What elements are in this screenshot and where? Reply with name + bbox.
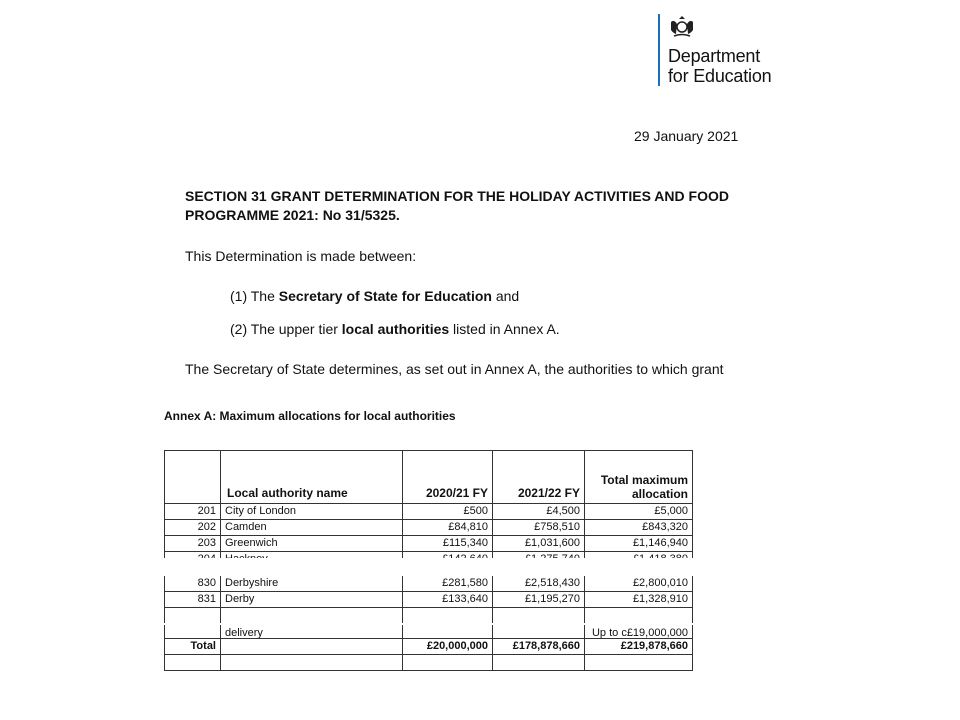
allocations-table-bottom (164, 625, 693, 671)
cell-code (165, 625, 221, 639)
total-fy2020: £20,000,000 (403, 639, 493, 655)
logo-line-1: Department (668, 46, 761, 66)
cell-fy2020 (403, 625, 493, 639)
table-row-cutoff (165, 625, 693, 639)
cell-fy2020: £281,580 (403, 576, 493, 592)
party-1 (230, 288, 519, 304)
party-1-prefix: (1) The (230, 288, 279, 304)
party-2-suffix: listed in Annex A. (449, 321, 560, 337)
party-2-prefix: (2) The upper tier (230, 321, 342, 337)
cell-fy2020: £115,340 (403, 536, 493, 552)
cell-fy2020: £84,810 (403, 520, 493, 536)
cell-total: £5,000 (585, 504, 693, 520)
cell-fy2021: £758,510 (493, 520, 585, 536)
table-row (165, 592, 693, 608)
crop-mask (160, 558, 720, 574)
total-label: Total (165, 639, 221, 655)
cell-total: £843,320 (585, 520, 693, 536)
cell-name: delivery (221, 625, 403, 639)
cell-name: Camden (221, 520, 403, 536)
table-total-row (165, 639, 693, 655)
cell-fy2020: £133,640 (403, 592, 493, 608)
header-la-name: Local authority name (221, 451, 403, 504)
header-fy2021: 2021/22 FY (493, 451, 585, 504)
table-row (165, 576, 693, 592)
cell-name: Greenwich (221, 536, 403, 552)
cell-fy2021: £1,195,270 (493, 592, 585, 608)
logo-line-2: for Education (668, 66, 772, 86)
document-title: SECTION 31 GRANT DETERMINATION FOR THE HOLIDAY ACTIVITIES AND FOOD PROGRAMME 2021: No 31/5325. (185, 188, 729, 223)
intro-paragraph: This Determination is made between: (185, 248, 417, 264)
cell-code: 203 (165, 536, 221, 552)
table-row (165, 536, 693, 552)
allocations-table-top (164, 450, 693, 568)
logo-text (668, 46, 771, 86)
logo-accent-bar (658, 14, 660, 86)
table-row-spacer (165, 608, 693, 624)
cell-total: £2,800,010 (585, 576, 693, 592)
header-code (165, 451, 221, 504)
annex-heading: Annex A: Maximum allocations for local authorities (164, 409, 456, 423)
table-empty-row (165, 655, 693, 671)
allocations-table-middle (164, 576, 693, 623)
cell-fy2021: £2,518,430 (493, 576, 585, 592)
cell-fy2021 (493, 625, 585, 639)
header-total: Total maximum allocation (585, 451, 693, 504)
table-row (165, 520, 693, 536)
table-header-row (165, 451, 693, 504)
cell-total: £1,146,940 (585, 536, 693, 552)
cell-fy2021: £1,031,600 (493, 536, 585, 552)
document-date: 29 January 2021 (634, 128, 739, 144)
cell-total: £1,328,910 (585, 592, 693, 608)
header-fy2020: 2020/21 FY (403, 451, 493, 504)
royal-coat-of-arms-icon (668, 14, 696, 38)
cell-name: Derby (221, 592, 403, 608)
party-2-name: local authorities (341, 321, 450, 337)
determines-paragraph: The Secretary of State determines, as set out in Annex A, the authorities to which grant (185, 361, 724, 377)
cell-fy2020: £500 (403, 504, 493, 520)
cell-name (221, 639, 403, 655)
party-1-suffix: and (491, 288, 520, 304)
table-row (165, 504, 693, 520)
party-1-name: Secretary of State for Education (278, 288, 492, 304)
cell-name: Derbyshire (221, 576, 403, 592)
cell-name: City of London (221, 504, 403, 520)
cell-fy2021: £4,500 (493, 504, 585, 520)
total-allocation: £219,878,660 (585, 639, 693, 655)
cell-code: 830 (165, 576, 221, 592)
cell-total: Up to c£19,000,000 (585, 625, 693, 639)
cell-code: 831 (165, 592, 221, 608)
total-fy2021: £178,878,660 (493, 639, 585, 655)
cell-code: 201 (165, 504, 221, 520)
party-2 (230, 321, 560, 337)
cell-code: 202 (165, 520, 221, 536)
